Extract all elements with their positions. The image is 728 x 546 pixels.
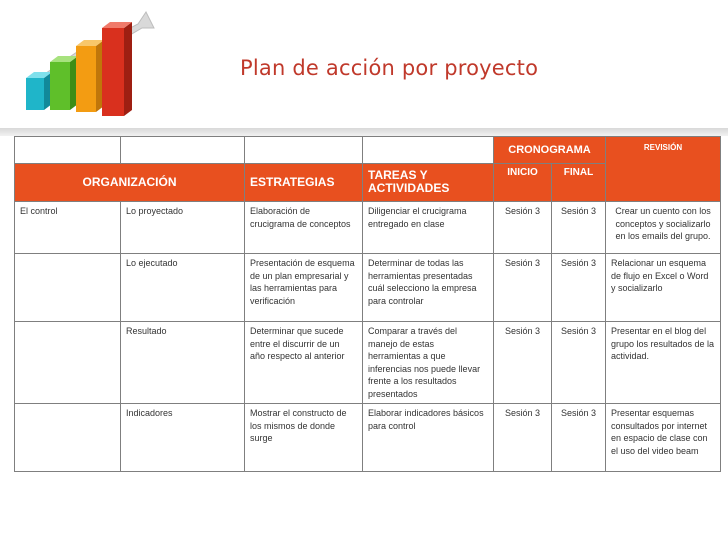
start-session-cell: Sesión 3 bbox=[494, 404, 552, 472]
start-session-cell: Sesión 3 bbox=[494, 322, 552, 404]
org-item-cell: Indicadores bbox=[121, 404, 245, 472]
org-group-cell bbox=[15, 322, 121, 404]
revision-header: REVISIÓN bbox=[606, 137, 721, 202]
org-item-cell: Lo proyectado bbox=[121, 202, 245, 254]
page-title: Plan de acción por proyecto bbox=[240, 56, 539, 80]
table-row bbox=[15, 202, 721, 254]
task-cell: Elaborar indicadores básicos para control bbox=[363, 404, 494, 472]
strategy-cell: Determinar que sucede entre el discurrir de un año respecto al anterior bbox=[245, 322, 363, 404]
table-row bbox=[15, 254, 721, 322]
task-cell: Determinar de todas las herramientas presentadas cuál selecciono la empresa para controlar bbox=[363, 254, 494, 322]
action-plan-table bbox=[14, 136, 721, 472]
header-separator bbox=[0, 128, 728, 136]
final-header: FINAL bbox=[552, 164, 606, 202]
blank-header-cell bbox=[121, 137, 245, 164]
blank-header-cell bbox=[363, 137, 494, 164]
estrategias-header: ESTRATEGIAS bbox=[245, 164, 363, 202]
start-session-cell: Sesión 3 bbox=[494, 202, 552, 254]
strategy-cell: Mostrar el constructo de los mismos de donde surge bbox=[245, 404, 363, 472]
review-cell: Crear un cuento con los conceptos y socializarlo en los emails del grupo. bbox=[606, 202, 721, 254]
review-cell: Relacionar un esquema de flujo en Excel o Word y socializarlo bbox=[606, 254, 721, 322]
task-cell: Diligenciar el crucigrama entregado en clase bbox=[363, 202, 494, 254]
org-item-cell: Lo ejecutado bbox=[121, 254, 245, 322]
end-session-cell: Sesión 3 bbox=[552, 202, 606, 254]
bar-chart-growth-icon bbox=[20, 6, 170, 126]
inicio-header: INICIO bbox=[494, 164, 552, 202]
cronograma-header: CRONOGRAMA bbox=[494, 137, 606, 164]
task-cell: Comparar a través del manejo de estas herramientas a que inferencias nos puede llevar frente a los resultados presentados bbox=[363, 322, 494, 404]
end-session-cell: Sesión 3 bbox=[552, 404, 606, 472]
table-row bbox=[15, 404, 721, 472]
org-group-cell bbox=[15, 404, 121, 472]
strategy-cell: Elaboración de crucigrama de conceptos bbox=[245, 202, 363, 254]
header-row-top bbox=[15, 137, 721, 164]
review-cell: Presentar en el blog del grupo los resultados de la actividad. bbox=[606, 322, 721, 404]
organizacion-header: ORGANIZACIÓN bbox=[15, 164, 245, 202]
org-item-cell: Resultado bbox=[121, 322, 245, 404]
blank-header-cell bbox=[15, 137, 121, 164]
table-row bbox=[15, 322, 721, 404]
org-group-cell bbox=[15, 254, 121, 322]
end-session-cell: Sesión 3 bbox=[552, 322, 606, 404]
blank-header-cell bbox=[245, 137, 363, 164]
tareas-header: TAREAS Y ACTIVIDADES bbox=[363, 164, 494, 202]
start-session-cell: Sesión 3 bbox=[494, 254, 552, 322]
org-group-cell: El control bbox=[15, 202, 121, 254]
strategy-cell: Presentación de esquema de un plan empresarial y las herramientas para verificación bbox=[245, 254, 363, 322]
review-cell: Presentar esquemas consultados por internet en espacio de clase con el uso del video beam bbox=[606, 404, 721, 472]
end-session-cell: Sesión 3 bbox=[552, 254, 606, 322]
